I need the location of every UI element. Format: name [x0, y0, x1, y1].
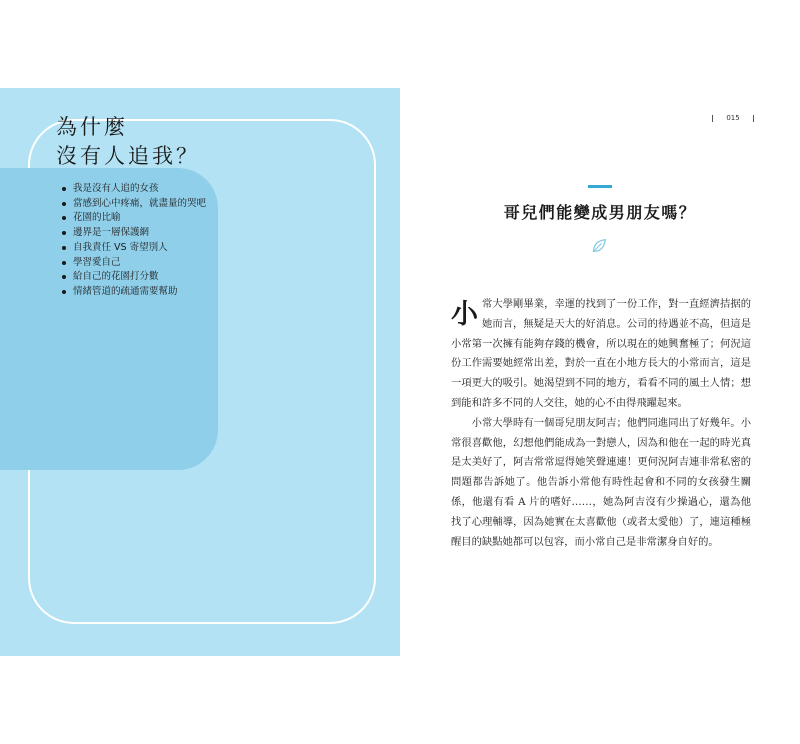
drop-cap: 小 — [451, 299, 478, 330]
toc-item: 邊界是一層保護網 — [62, 226, 212, 239]
chapter-title-line1: 為什麼 — [56, 115, 128, 139]
article-body — [451, 295, 751, 552]
page-number: 015 — [712, 113, 754, 124]
chapter-title-line2: 沒有人追我？ — [56, 144, 200, 168]
left-page — [0, 88, 400, 656]
toc-item: 當感到心中疼痛，就盡量的哭吧 — [62, 197, 212, 210]
toc-item: 學習愛自己 — [62, 256, 212, 269]
article-title: 哥兒們能變成男朋友嗎？ — [503, 203, 697, 222]
chapter-title — [56, 113, 200, 171]
toc-item: 情緒管道的疏通需要幫助 — [62, 285, 212, 298]
toc-item: 自我責任 VS 寄望別人 — [62, 241, 212, 254]
toc-item: 花園的比喻 — [62, 211, 212, 224]
title-accent-bar — [588, 185, 612, 188]
leaf-icon — [590, 237, 608, 255]
article-paragraph-1 — [451, 295, 751, 414]
toc-item: 給自己的花園打分數 — [62, 270, 212, 283]
toc-item: 我是沒有人追的女孩 — [62, 182, 212, 195]
article-paragraph-2: 小常大學時有一個哥兒朋友阿吉；他們同進同出了好幾年。小常很喜歡他，幻想他們能成為一對戀人，因為和他在一起的時光真是太美好了，阿吉常常逗得她笑聲連連！更何況阿吉連非常私密的問題都告訴她了。他告訴小常他有時性起會和不同的女孩發生關係，他還有看 A 片的嗜好……，她為阿吉沒有少操過心，還為他找了心理輔導，因為她實在太喜歡他（或者太愛他）了，連這種極醒目的缺點她都可以包容，而小常自己是非常潔身自好的。 — [451, 416, 751, 548]
paragraph-1-text: 常大學剛畢業，幸運的找到了一份工作，對一直經濟拮据的她而言，無疑是天大的好消息。公司的待遇並不高，但這是小常第一次擁有能夠存錢的機會，所以現在的她興奮極了；何況這份工作需要她經常出差，對於一直在小地方長大的小常而言，這是一項更大的吸引。她渴望到不同的地方，看看不同的風土人情；想到能和許多不同的人交往，她的心不由得飛躍起來。 — [451, 298, 751, 409]
toc-list — [62, 182, 212, 300]
